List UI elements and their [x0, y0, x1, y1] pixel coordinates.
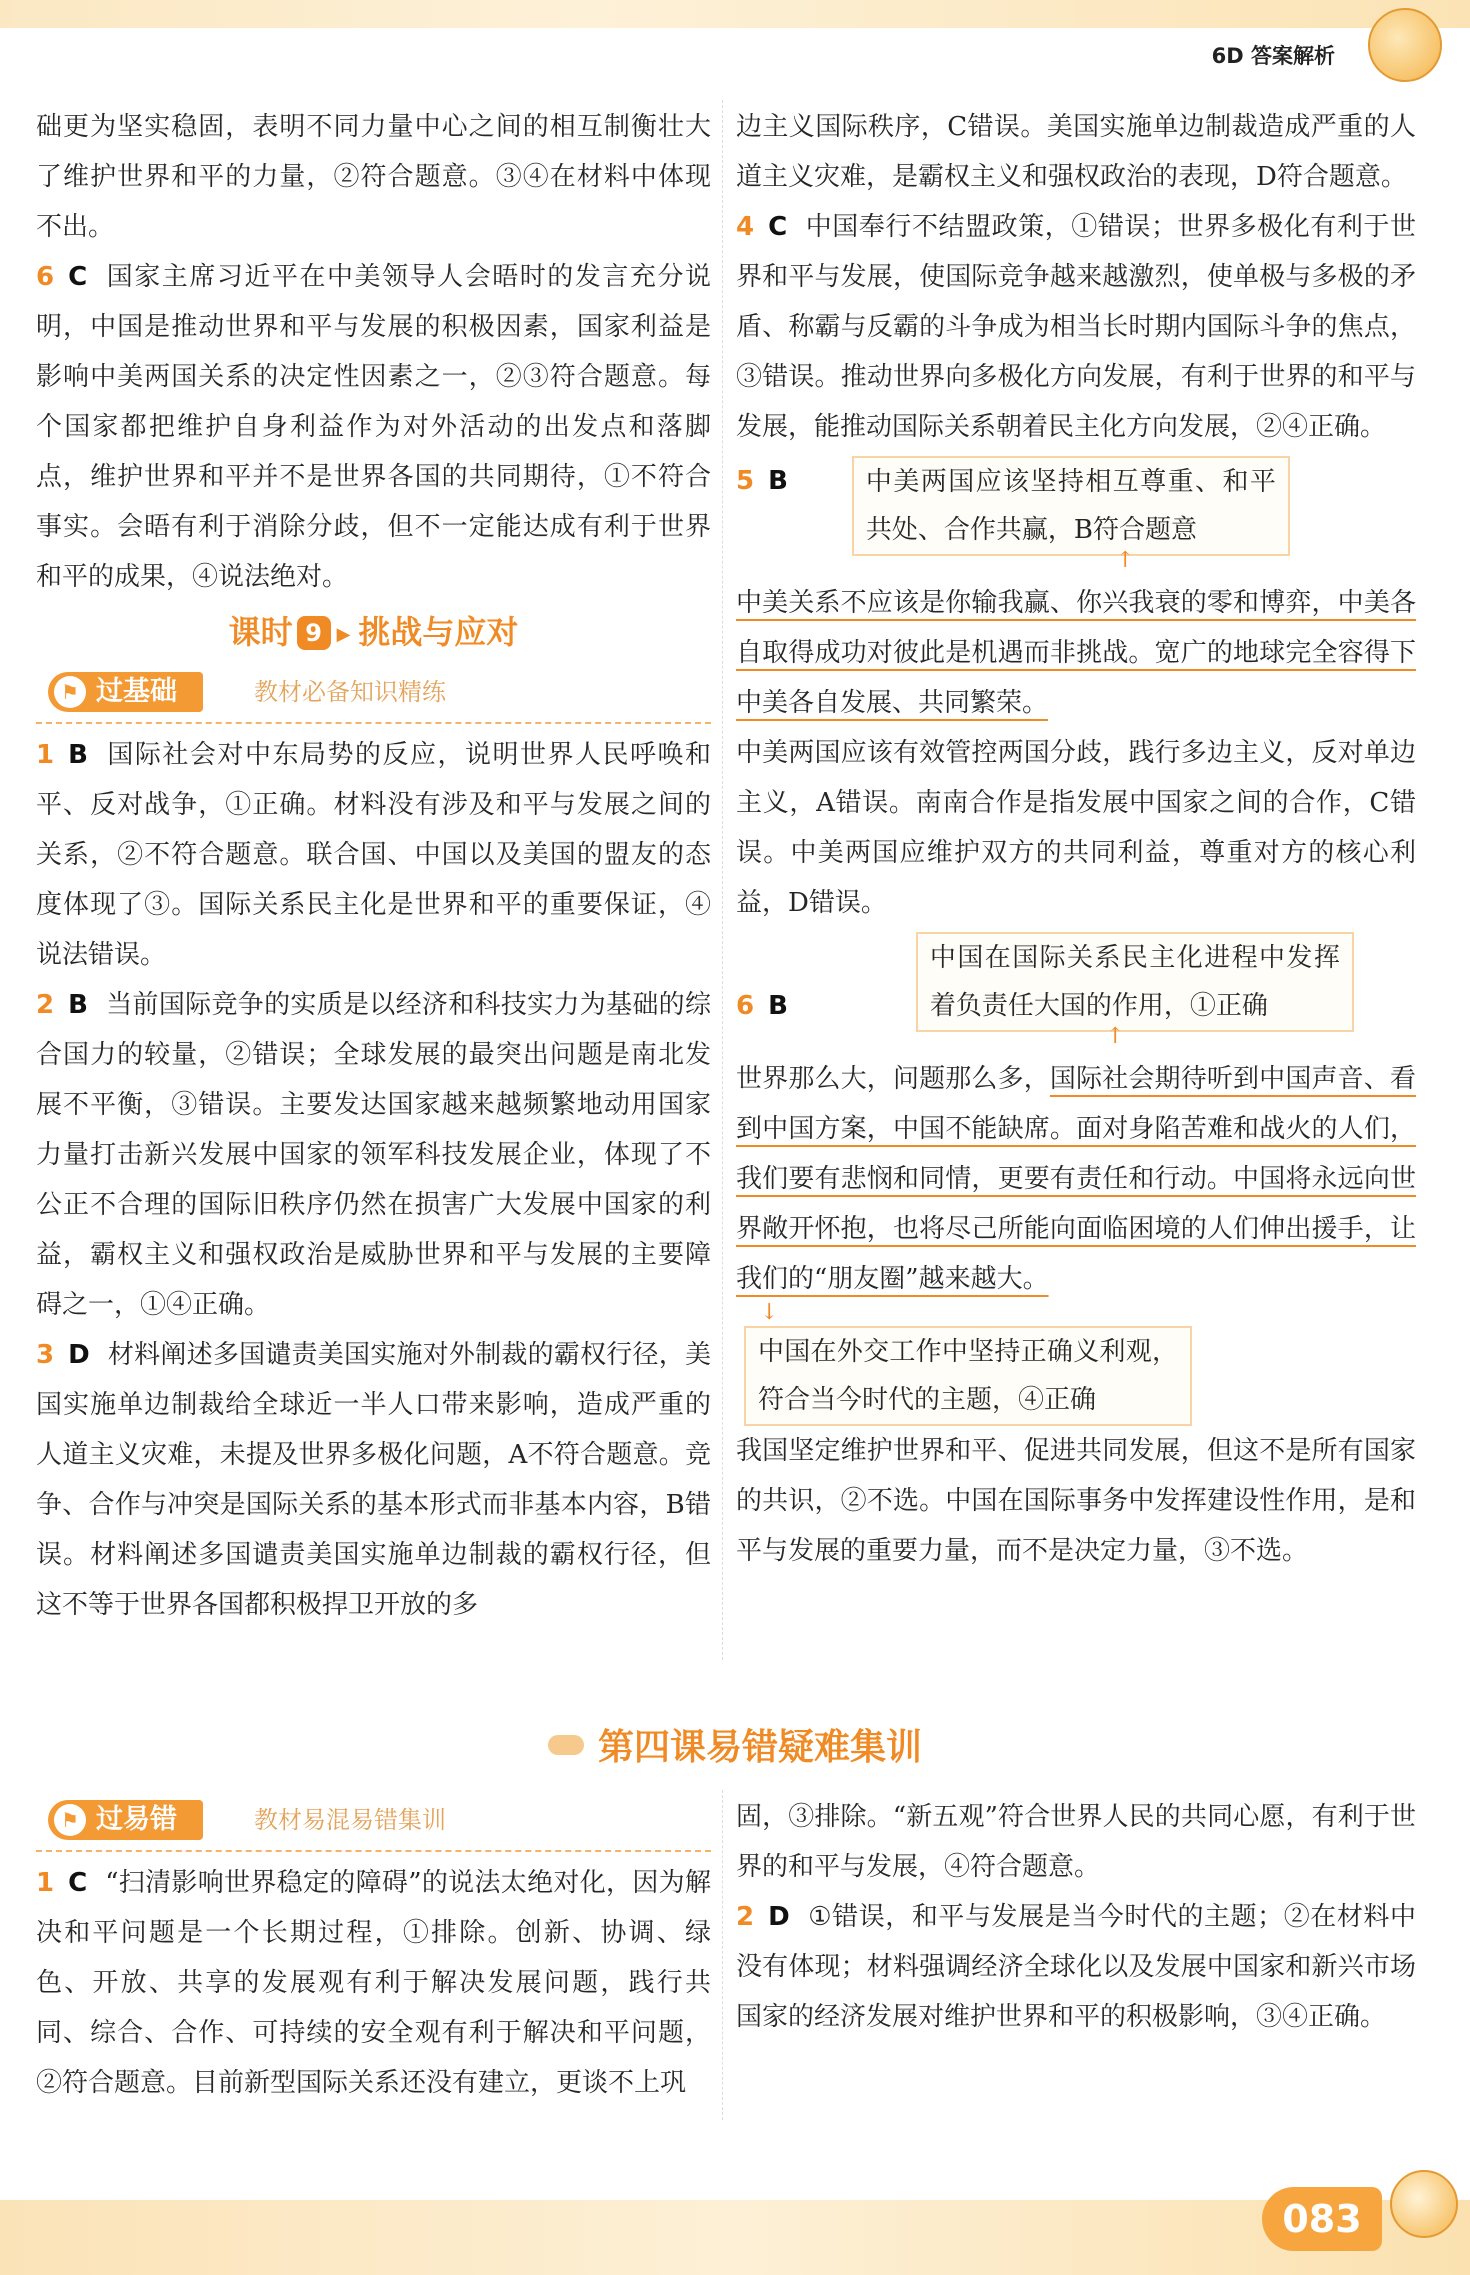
- top-decor-band: [0, 0, 1470, 28]
- analysis-box: 中国在国际关系民主化进程中发挥着负责任大国的作用，①正确: [916, 932, 1354, 1032]
- arrow-up-icon: ↑: [1106, 1024, 1125, 1049]
- triangle-icon: ▶: [336, 624, 351, 645]
- question-4: [736, 202, 1416, 452]
- mascot-icon: [548, 1735, 584, 1755]
- material-underlined: [736, 578, 1416, 728]
- answer-letter: B: [768, 991, 788, 1021]
- connector: [736, 548, 1416, 578]
- explanation: 国家主席习近平在中美领导人会晤时的发言充分说明，中国是推动世界和平与发展的积极因素，国家利益是影响中美两国关系的决定性因素之一，②③符合题意。每个国家都把维护自身利益作为对外活动的出发点和落脚点，维护世界和平并不是世界各国的共同期待，①不符合事实。会晤有利于消除分歧，但不一定能达成有利于世界和平的成果，④说法绝对。: [36, 262, 711, 592]
- explanation: ①错误，和平与发展是当今时代的主题；②在材料中没有体现；材料强调经济全球化以及发展中国家和新兴市场国家的经济发展对维护世界和平的积极影响，③④正确。: [736, 1902, 1416, 2032]
- continuation-text: 固，③排除。“新五观”符合世界人民的共同心愿，有利于世界的和平与发展，④符合题意。: [736, 1802, 1416, 1882]
- lesson-prefix: 课时: [228, 613, 293, 651]
- flag-icon: ⚑: [54, 676, 86, 708]
- question-1: [36, 1858, 711, 2108]
- banner-subtitle: 教材必备知识精练: [254, 678, 446, 706]
- bottom-decor-band: [0, 2200, 1470, 2275]
- banner-tag: [48, 672, 203, 712]
- column-divider: [722, 100, 723, 1660]
- banner-tag-label: 过易错: [96, 1804, 177, 1835]
- explanation: 国际社会对中东局势的反应，说明世界人民呼唤和平、反对战争，①正确。材料没有涉及和平与发展之间的关系，②不符合题意。联合国、中国以及美国的盟友的态度体现了③。国际关系民主化是世界和平的重要保证，④说法错误。: [36, 740, 711, 970]
- answer-letter: B: [68, 990, 88, 1020]
- question-number: 1: [36, 740, 55, 770]
- explanation: 中美两国应该有效管控两国分歧，践行多边主义，反对单边主义，A错误。南南合作是指发展中国家之间的合作，C错误。中美两国应维护双方的共同利益，尊重对方的核心利益，D错误。: [736, 738, 1416, 918]
- explanation: 材料阐述多国谴责美国实施对外制裁的霸权行径，美国实施单边制裁给全球近一半人口带来影响，造成严重的人道主义灾难，未提及世界多极化问题，A不符合题意。竞争、合作与冲突是国际关系的基本形式而非基本内容，B错误。材料阐述多国谴责美国实施单边制裁的霸权行径，但这不等于世界各国都积极捍卫开放的多: [36, 1340, 711, 1620]
- question-number: 6: [736, 991, 755, 1021]
- section-title-text: 第四课易错疑难集训: [597, 1727, 922, 1768]
- explanation: 当前国际竞争的实质是以经济和科技实力为基础的综合国力的较量，②错误；全球发展的最突出问题是南北发展不平衡，③错误。主要发达国家越来越频繁地动用国家力量打击新兴发展中国家的领军科技发展企业，体现了不公正不合理的国际旧秩序仍然在损害广大发展中国家的利益，霸权主义和强权政治是威胁世界和平与发展的主要障碍之一，①④正确。: [36, 990, 711, 1320]
- arrow-down-icon: ↓: [760, 1300, 779, 1325]
- explanation: 中国奉行不结盟政策，①错误；世界多极化有利于世界和平与发展，使国际竞争越来越激烈，使单极与多极的矛盾、称霸与反霸的斗争成为相当长时期内国际斗争的焦点，③错误。推动世界向多极化方向发展，有利于世界的和平与发展，能推动国际关系朝着民主化方向发展，②④正确。: [736, 212, 1416, 442]
- arrow-up-icon: ↑: [1116, 548, 1135, 573]
- question-number: 2: [36, 990, 55, 1020]
- analysis-box: 中国在外交工作中坚持正确义利观，符合当今时代的主题，④正确: [744, 1326, 1192, 1426]
- question-number: 1: [36, 1868, 55, 1898]
- answer-letter: B: [768, 466, 788, 496]
- flag-icon: ⚑: [54, 1804, 86, 1836]
- lead-text: 世界那么大，问题那么多，: [736, 1064, 1050, 1094]
- material-text: [736, 1054, 1416, 1304]
- question-number: 5: [736, 466, 755, 496]
- section2-right-column: [736, 1792, 1416, 2042]
- banner-tag: [48, 1800, 203, 1840]
- running-head: 6D 答案解析: [1211, 44, 1335, 68]
- continuation-text: 础更为坚实稳固，表明不同力量中心之间的相互制衡壮大了维护世界和平的力量，②符合题意。③④在材料中体现不出。: [36, 112, 711, 242]
- answer-letter: D: [68, 1340, 90, 1370]
- right-column: [736, 102, 1416, 1576]
- connector: [736, 1024, 1416, 1054]
- question-5: [736, 456, 1416, 556]
- analysis-box: 中美两国应该坚持相互尊重、和平共处、合作共赢，B符合题意: [852, 456, 1290, 556]
- question-2: [36, 980, 711, 1330]
- answer-letter: D: [768, 1902, 790, 1932]
- answer-letter: C: [68, 1868, 88, 1898]
- lesson-number: 9: [297, 616, 331, 650]
- question-2: [736, 1892, 1416, 2042]
- lesson-name: 挑战与应对: [358, 613, 519, 651]
- banner-subtitle: 教材易混易错集训: [254, 1806, 446, 1834]
- explanation: “扫清影响世界稳定的障碍”的说法太绝对化，因为解决和平问题是一个长期过程，①排除。创新、协调、绿色、开放、共享的发展观有利于解决发展问题，践行共同、综合、合作、可持续的安全观有利于解决和平问题，②符合题意。目前新型国际关系还没有建立，更谈不上巩: [36, 1868, 711, 2098]
- question-6: [736, 932, 1416, 1032]
- banner-tag-label: 过基础: [96, 676, 177, 707]
- question-number: 3: [36, 1340, 55, 1370]
- question-6: [36, 252, 711, 602]
- left-column: [36, 102, 711, 1630]
- section-banner: [36, 1790, 711, 1852]
- section-banner: [36, 662, 711, 724]
- underlined-text: 国际社会期待听到中国声音、看到中国方案，中国不能缺席。面对身陷苦难和战火的人们，我们要有悲悯和同情，更要有责任和行动。中国将永远向世界敞开怀抱，也将尽己所能向面临困境的人们伸出援手，让我们的“朋友圈”越来越大。: [736, 1064, 1416, 1294]
- page-number: 083: [1262, 2187, 1382, 2251]
- question-number: 6: [36, 262, 55, 292]
- mascot-icon: [1368, 8, 1442, 82]
- answer-letter: C: [68, 262, 88, 292]
- question-number: 2: [736, 1902, 755, 1932]
- mascot-icon: [1390, 2170, 1458, 2238]
- section-title: [0, 1718, 1470, 1778]
- column-divider: [722, 1790, 723, 2120]
- answer-letter: C: [768, 212, 788, 242]
- analysis-box-row: [736, 1326, 1416, 1426]
- question-3: [36, 1330, 711, 1630]
- continuation-text: 边主义国际秩序，C错误。美国实施单边制裁造成严重的人道主义灾难，是霸权主义和强权政治的表现，D符合题意。: [736, 112, 1416, 192]
- question-number: 4: [736, 212, 755, 242]
- answer-letter: B: [68, 740, 88, 770]
- section2-left-column: [36, 1790, 711, 2108]
- question-1: [36, 730, 711, 980]
- explanation: 我国坚定维护世界和平、促进共同发展，但这不是所有国家的共识，②不选。中国在国际事务中发挥建设性作用，是和平与发展的重要力量，而不是决定力量，③不选。: [736, 1436, 1416, 1566]
- lesson-title: [36, 602, 711, 662]
- connector: [736, 1300, 1416, 1326]
- underlined-text: 中美关系不应该是你输我赢、你兴我衰的零和博弈，中美各自取得成功对彼此是机遇而非挑战。宽广的地球完全容得下中美各自发展、共同繁荣。: [736, 588, 1416, 718]
